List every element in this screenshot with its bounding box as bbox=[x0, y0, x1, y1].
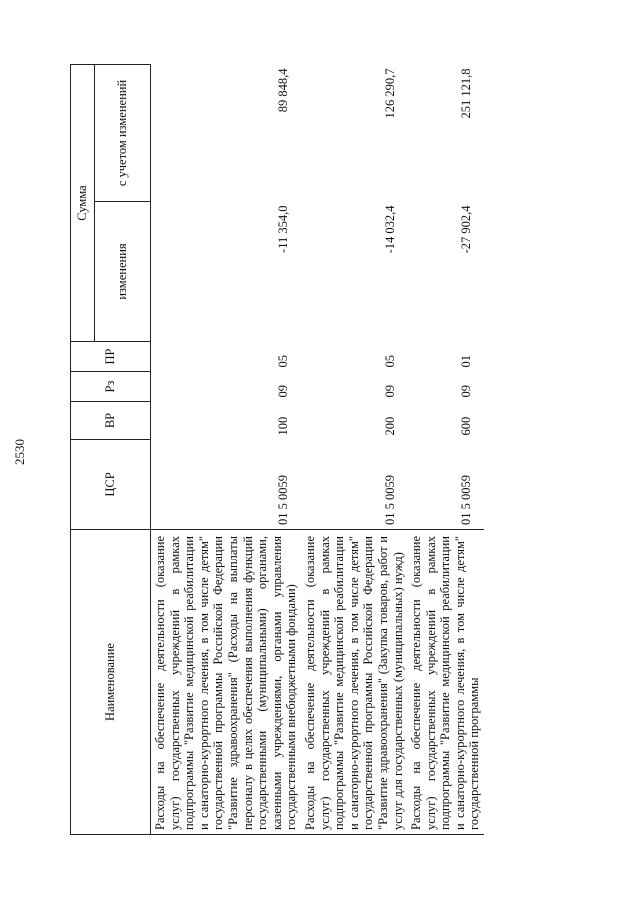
row-name: Расходы на обеспечение деятельности (оказание услуг) государственных учреждений в рамках подпрограммы "Развитие медицинской реабилитации и санаторно-курортного лечения, в том числе детям" государственной программы Российской Федерации "Развитие здравоохранения" (Расходы на выплаты персоналу в целях обеспечения выполнения функций государственными (муниципальными) органами, казенными учреждениями, органами управления государственными внебюджетными фондами) bbox=[151, 530, 301, 835]
row-total: 251 121,8 bbox=[459, 68, 474, 119]
row-pr: 05 bbox=[276, 355, 291, 368]
row-change: -11 354,0 bbox=[276, 205, 291, 253]
row-name: Расходы на обеспечение деятельности (оказание услуг) государственных учреждений в рамках подпрограммы "Развитие медицинской реабилитации и санаторно-курортного лечения, в том числе детям" государственной программы bbox=[407, 530, 484, 835]
row-rz: 09 bbox=[276, 385, 291, 398]
row-csr: 01 5 0059 bbox=[276, 475, 291, 525]
budget-table-container bbox=[70, 65, 530, 835]
header-rz: Рз bbox=[71, 372, 151, 402]
row-change: -14 032,4 bbox=[382, 205, 397, 254]
row-vr: 200 bbox=[382, 416, 397, 436]
table-row bbox=[151, 65, 301, 835]
table-row bbox=[407, 65, 484, 835]
header-sum: Сумма bbox=[71, 65, 95, 342]
header-csr: ЦСР bbox=[71, 440, 151, 530]
header-changes: изменения bbox=[95, 202, 151, 342]
table-row bbox=[301, 65, 407, 835]
header-pr: ПР bbox=[71, 342, 151, 372]
header-vr: ВР bbox=[71, 402, 151, 440]
budget-table bbox=[70, 64, 484, 835]
header-name: Наименование bbox=[71, 530, 151, 835]
page-number: 2530 bbox=[12, 439, 27, 465]
row-total: 126 290,7 bbox=[382, 68, 397, 119]
header-with-changes: с учетом изменений bbox=[95, 65, 151, 202]
row-rz: 09 bbox=[459, 385, 474, 398]
row-pr: 05 bbox=[382, 355, 397, 368]
row-name: Расходы на обеспечение деятельности (оказание услуг) государственных учреждений в рамках подпрограммы "Развитие медицинской реабилитации и санаторно-курортного лечения, в том числе детям" государственной программы Российской Федерации "Развитие здравоохранения" (Закупка товаров, работ и услуг для государственных (муниципальных) нужд) bbox=[301, 530, 407, 835]
row-csr: 01 5 0059 bbox=[382, 475, 397, 525]
row-vr: 600 bbox=[459, 416, 474, 436]
row-csr: 01 5 0059 bbox=[459, 475, 474, 525]
row-total: 89 848,4 bbox=[276, 68, 291, 113]
row-vr: 100 bbox=[276, 416, 291, 436]
row-change: -27 902,4 bbox=[459, 205, 474, 254]
row-pr: 01 bbox=[459, 355, 474, 368]
row-rz: 09 bbox=[382, 385, 397, 398]
